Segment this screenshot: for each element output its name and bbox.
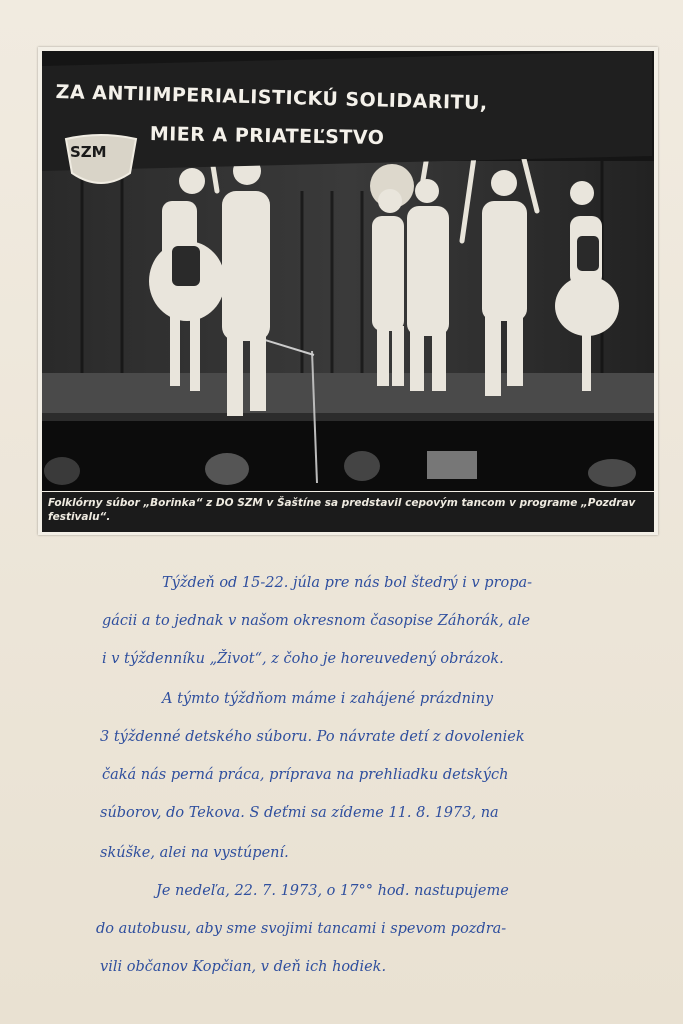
folk-dance-photo [42,51,654,491]
banner-line-1: ZA ANTIIMPERIALISTICKÚ SOLIDARITU, [55,81,488,115]
note-line: 3 týždenné detského súboru. Po návrate detí z dovoleniek [100,729,525,745]
banner-line-2: MIER A PRIATEĽSTVO [149,123,385,150]
note-line: čaká nás perná práca, príprava na prehliadku detských [102,767,509,783]
note-line: i v týždenníku „Život“, z čoho je horeuvedený obrázok. [102,651,504,667]
note-line: Je nedeľa, 22. 7. 1973, o 17°° hod. nastupujeme [156,883,509,899]
note-line: A týmto týždňom máme i zahájené prázdniny [162,691,494,707]
note-line: do autobusu, aby sme svojimi tancami i spevom pozdra- [96,921,507,937]
note-line: skúške, alei na vystúpení. [100,845,289,861]
note-line: Týždeň od 15-22. júla pre nás bol štedrý i v propa- [162,575,533,591]
stage-illustration [42,51,654,491]
note-line: súborov, do Tekova. S deťmi sa zídeme 11. 8. 1973, na [100,805,499,821]
note-line: vili občanov Kopčian, v deň ich hodiek. [100,959,387,975]
note-line: gácii a to jednak v našom okresnom časopise Záhorák, ale [102,613,531,629]
newspaper-clipping [38,47,658,535]
photo-caption: Folklórny súbor „Borinka“ z DO SZM v Šaštíne sa predstavil cepovým tancom v programe „Pozdrav festivalu“. [42,492,654,532]
szm-badge-label: SZM [70,143,107,161]
szm-emblem-icon [62,131,140,193]
